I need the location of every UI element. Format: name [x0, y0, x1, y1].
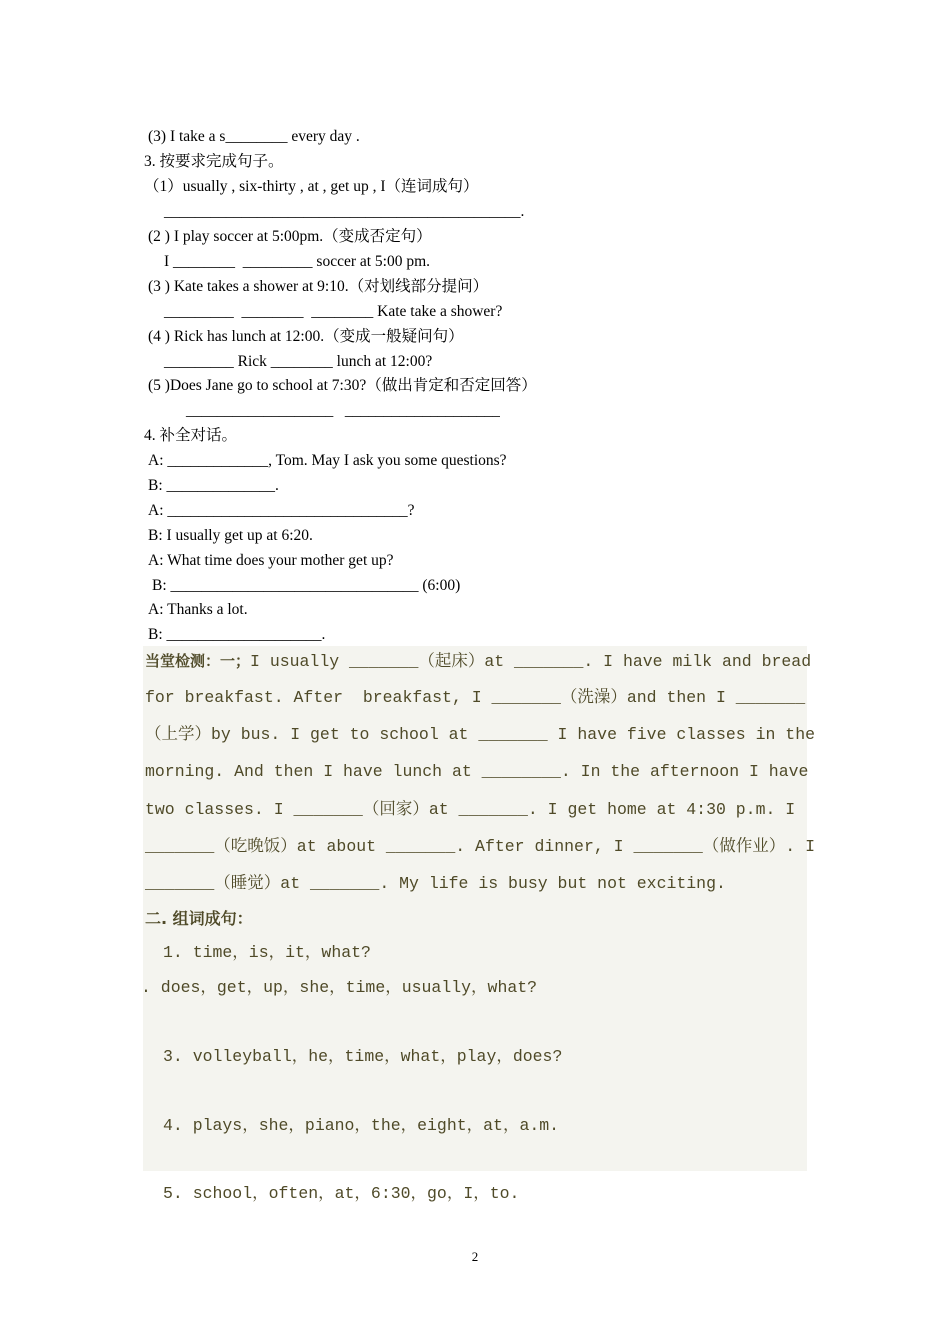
test-line: morning. And then I have lunch at ________. In the afternoon I have: [145, 762, 809, 781]
section2-item: . does，get，up，she，time，usually，what?: [141, 978, 538, 997]
page-number: 2: [471, 1249, 479, 1264]
question-line: (4 ) Rick has lunch at 12:00.（变成一般疑问句）: [148, 328, 464, 345]
section2-item: 1. time，is，it，what?: [163, 943, 371, 962]
dialogue-line: B: ______________.: [148, 477, 279, 494]
test-line: _______（吃晚饭）at about _______. After dinner, I _______（做作业）. I: [145, 837, 815, 856]
section-heading: 4. 补全对话。: [144, 427, 238, 444]
question-line: (5 )Does Jane go to school at 7:30?（做出肯定和否定回答）: [148, 377, 537, 394]
dialogue-line: A: _____________, Tom. May I ask you some questions?: [148, 452, 507, 469]
section2-item: 3. volleyball，he，time，what，play，does?: [163, 1047, 563, 1066]
question-line: (3 ) Kate takes a shower at 9:10.（对划线部分提问）: [148, 278, 489, 295]
section2-heading: 二. 组词成句：: [145, 909, 253, 928]
test-line: （上学）by bus. I get to school at _______ I have five classes in the: [145, 725, 815, 744]
dialogue-line: A: Thanks a lot.: [148, 601, 248, 618]
test-line-1: 当堂检测：一；I usually _______（起床）at _______. I have milk and bread: [145, 652, 812, 671]
answer-blank: _________ ________ ________ Kate take a shower?: [164, 303, 503, 320]
dialogue-line: B: ____________________.: [148, 626, 326, 643]
dialogue-line: B: ________________________________ (6:00): [152, 577, 461, 594]
test-line: for breakfast. After breakfast, I _______（洗澡）and then I _______: [145, 688, 806, 707]
question-line: (3) I take a s________ every day .: [148, 128, 360, 145]
answer-blank: ___________________ ____________________: [186, 402, 500, 419]
answer-blank: I ________ _________ soccer at 5:00 pm.: [164, 253, 431, 270]
dialogue-line: B: I usually get up at 6:20.: [148, 527, 313, 544]
test-line: two classes. I _______（回家）at _______. I get home at 4:30 p.m. I: [145, 800, 796, 819]
section-heading: 3. 按要求完成句子。: [144, 153, 284, 170]
question-line: (2 ) I play soccer at 5:00pm.（变成否定句）: [148, 228, 432, 245]
section2-item: 5. school，often，at，6:30，go，I，to.: [163, 1184, 520, 1203]
test-heading: 当堂检测：一；: [145, 652, 251, 670]
answer-blank: ______________________________________________.: [164, 203, 525, 220]
dialogue-line: A: What time does your mother get up?: [148, 552, 394, 569]
section2-item: 4. plays，she，piano，the，eight，at，a.m.: [163, 1116, 560, 1135]
question-line: （1）usually , six-thirty , at , get up , I（连词成句）: [144, 178, 479, 195]
test-line: _______（睡觉）at _______. My life is busy but not exciting.: [145, 874, 726, 893]
answer-blank: _________ Rick ________ lunch at 12:00?: [164, 353, 433, 370]
dialogue-line: A: _______________________________?: [148, 502, 415, 519]
